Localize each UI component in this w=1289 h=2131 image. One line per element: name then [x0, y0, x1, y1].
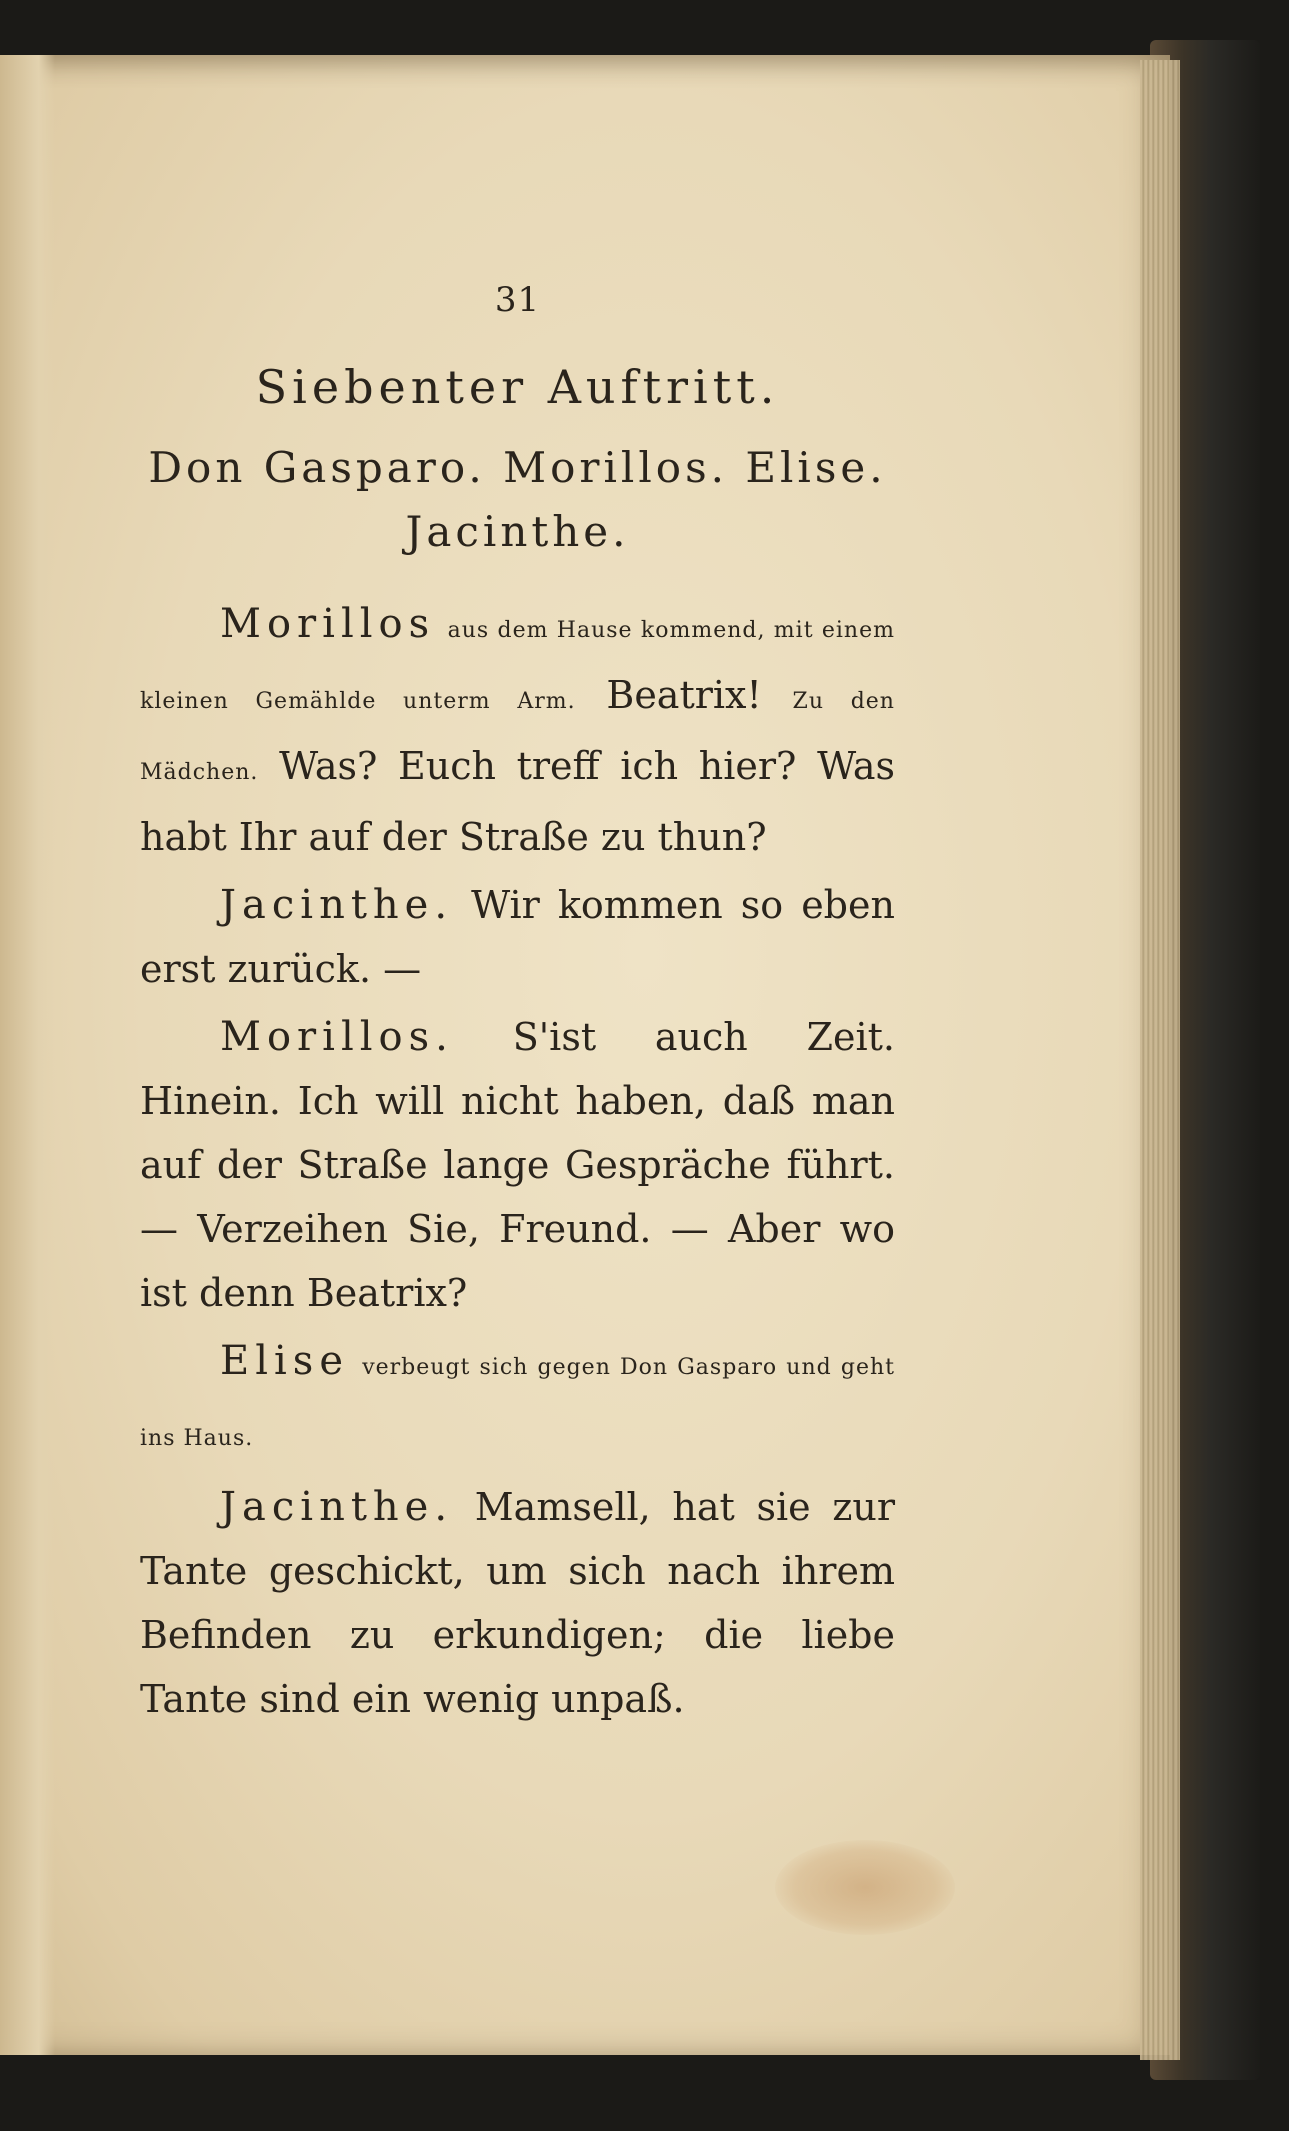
spoken-text: Was? Euch treff ich hier? Was habt Ihr auf der Straße zu thun? [140, 744, 895, 859]
spoken-text: Beatrix! [606, 673, 762, 717]
speaker-name: Elise [220, 1338, 349, 1384]
speaker-name: Morillos. [220, 1014, 454, 1060]
speaker-name: Jacinthe. [220, 1484, 454, 1530]
paper-stain [775, 1840, 955, 1935]
page-text [140, 280, 895, 1735]
scene-title: Siebenter Auftritt. [255, 360, 780, 414]
dialogue-paragraph [140, 873, 895, 1001]
dialogue-paragraph [140, 1475, 895, 1731]
dialogue-paragraph [140, 1005, 895, 1325]
page-stack-edge [1140, 60, 1180, 2060]
dialogue-paragraph [140, 1329, 895, 1471]
dialogue-paragraph [140, 592, 895, 869]
spoken-text: Wir kommen so eben erst zurück. — [140, 883, 895, 991]
cast-line: Jacinthe. [405, 507, 630, 556]
spoken-text: S'ist auch Zeit. Hinein. Ich will nicht haben, daß man auf der Straße lange Gespräche führt. — Verzeihen Sie, Freund. — Aber wo ist denn Beatrix? [140, 1015, 895, 1315]
stage-direction: aus dem Hause kommend, mit einem kleinen Gemählde unterm Arm. [140, 618, 895, 714]
stage-direction: verbeugt sich gegen Don Gasparo und geht ins Haus. [140, 1355, 895, 1451]
cast-list [140, 436, 895, 564]
cast-line: Don Gasparo. Morillos. Elise. [148, 443, 887, 492]
speaker-name: Jacinthe. [220, 882, 454, 928]
spoken-text: Mamsell, hat sie zur Tante geschickt, um sich nach ihrem Befinden zu erkundigen; die liebe Tante sind ein wenig unpaß. [140, 1485, 895, 1721]
stage-direction: Zu den Mädchen. [140, 689, 895, 785]
page-gutter [0, 55, 55, 2055]
page-number: 31 [494, 280, 541, 320]
speaker-name: Morillos [220, 601, 436, 647]
